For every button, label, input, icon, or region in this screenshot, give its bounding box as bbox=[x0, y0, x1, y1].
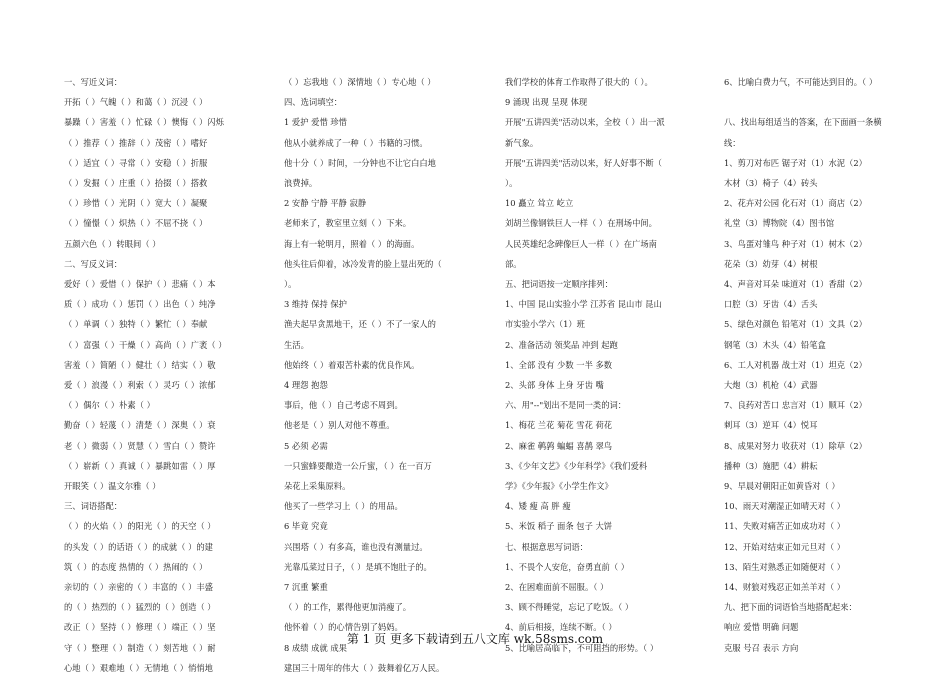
text-line: 光靠瓜菜过日子，（ ）是填不饱肚子的。 bbox=[284, 561, 432, 572]
text-line: 害羞（ ）简陋（ ）健壮（ ）结实（ ）敬 bbox=[64, 359, 216, 370]
text-line: 10 矗立 耸立 屹立 bbox=[505, 198, 574, 209]
text-line: 七、根据意思写词语： bbox=[505, 541, 588, 552]
text-line: （ ）推荐（ ）推辞（ ）茂密（ ）嗜好 bbox=[64, 137, 208, 148]
text-line: 九、把下面的词语恰当地搭配起来： bbox=[724, 602, 857, 613]
text-line: 口腔（3）牙齿（4）舌头 bbox=[724, 299, 818, 310]
text-line: 建国三十周年的伟大（ ）鼓舞着亿万人民。 bbox=[284, 662, 445, 673]
text-line: 2、花卉对公园 化石对（1）商店（2） bbox=[724, 198, 867, 209]
text-line: 1、梅花 兰花 菊花 雪花 荷花 bbox=[505, 420, 613, 431]
text-line: 2、头部 身体 上身 牙齿 嘴 bbox=[505, 380, 604, 391]
text-line: 9 涌现 出现 呈现 体现 bbox=[505, 97, 588, 108]
text-line: 的（ ）热烈的（ ）猛烈的（ ）创造（ ） bbox=[64, 602, 216, 613]
text-line: 五颜六色（ ）转眼间（ ） bbox=[64, 238, 161, 249]
text-line: 六、用"--"划出不是同一类的词： bbox=[505, 400, 627, 411]
text-line: （ ）忘我地（ ）深情地（ ）专心地（ ） bbox=[284, 77, 436, 87]
text-line: 开展"五讲四美"活动以来，好人好事不断（ bbox=[505, 157, 662, 168]
text-line: 部。 bbox=[505, 258, 522, 269]
text-line: 7、良药对苦口 忠言对（1）顺耳（2） bbox=[724, 400, 867, 411]
text-line: 播种（3）施肥（4）耕耘 bbox=[724, 460, 818, 471]
text-line: 生活。 bbox=[284, 339, 309, 350]
text-line: 暴躁（ ）害羞（ ）忙碌（ ）懊悔（ ）闪烁 bbox=[64, 117, 224, 128]
text-line: （ ）偶尔（ ）朴素（ ） bbox=[64, 400, 155, 411]
text-line: 3、《少年文艺》《少年科学》《我们爱科 bbox=[505, 460, 648, 471]
text-line: 5、米饭 稻子 面条 包子 大饼 bbox=[505, 521, 613, 532]
text-line: 3、鸟蛋对雏鸟 种子对（1）树木（2） bbox=[724, 238, 867, 249]
text-line: 他老是（ ）别人对他不尊重。 bbox=[284, 420, 395, 431]
text-line: 3、顾不得睡觉，忘记了吃饭。（ ） bbox=[505, 602, 634, 613]
text-line: 朵花上采集原料。 bbox=[284, 481, 351, 492]
text-line: 五、把词语按一定顺序排列： bbox=[505, 279, 613, 290]
text-line: 大炮（3）机枪（4）武器 bbox=[724, 380, 818, 391]
text-line: 1、剪刀对布匹 锯子对（1）水泥（2） bbox=[724, 157, 867, 168]
text-line: 8 成绩 成就 成果 bbox=[284, 642, 347, 653]
column-4 bbox=[724, 72, 894, 658]
text-line: 开拓（ ）气魄（ ）和蔼（ ）沉浸（ ） bbox=[64, 97, 208, 108]
text-line: 浪费掉。 bbox=[284, 178, 318, 189]
text-line: 5 必须 必需 bbox=[284, 440, 328, 451]
text-line: 八、找出每组适当的答案，在下面画一条横 bbox=[724, 117, 882, 128]
text-line: 改正（ ）坚持（ ）修理（ ）端正（ ）坚 bbox=[64, 622, 216, 633]
text-line: 11、失败对痛苦正如成功对（ ） bbox=[724, 521, 846, 532]
text-line: 他头往后仰着，冰冷发青的脸上显出死的（ bbox=[284, 258, 442, 269]
text-line: 2、麻雀 鹌鹑 蝙蝠 喜鹊 翠鸟 bbox=[505, 440, 613, 451]
text-line: 爱（ ）浪漫（ ）利索（ ）灵巧（ ）浓郁 bbox=[64, 380, 216, 391]
text-line: 9、早晨对朝阳正如黄昏对（ ） bbox=[724, 481, 840, 492]
text-line: 心地（ ）艰难地（ ）无情地（ ）悄悄地 bbox=[64, 662, 213, 673]
text-line: 4、声音对耳朵 味道对（1）香甜（2） bbox=[724, 279, 867, 290]
text-line: 1、中国 昆山实验小学 江苏省 昆山市 昆山 bbox=[505, 299, 662, 310]
text-line: 12、开始对结束正如元旦对（ ） bbox=[724, 541, 846, 552]
text-line: 钢笔（3）木头（4）铅笔盒 bbox=[724, 339, 826, 350]
text-line: 老师来了，教室里立刻（ ）下来。 bbox=[284, 218, 412, 229]
text-line: 一、写近义词： bbox=[64, 77, 123, 87]
text-line: 我们学校的体育工作取得了很大的（ ）。 bbox=[505, 77, 653, 87]
text-line: 学》《少年报》《小学生作文》 bbox=[505, 481, 613, 492]
text-line: 线： bbox=[724, 137, 741, 148]
page-footer: 第 1 页 更多下载请到五八文库 wk.58sms.com bbox=[346, 632, 604, 646]
text-line: ）。 bbox=[505, 178, 518, 189]
text-line: 7 沉重 繁重 bbox=[284, 582, 328, 593]
text-line: 他买了一些学习上（ ）的用品。 bbox=[284, 501, 403, 512]
text-line: 四、选词填空： bbox=[284, 97, 343, 108]
text-line: ）。 bbox=[284, 279, 297, 290]
text-line: 事后，他（ ）自己考虑不周到。 bbox=[284, 400, 403, 411]
text-line: 木材（3）椅子（4）砖头 bbox=[724, 178, 818, 189]
text-line: （ ）崭新（ ）真诚（ ）暴跳如雷（ ）厚 bbox=[64, 460, 216, 471]
text-line: 13、陌生对熟悉正如随便对（ ） bbox=[724, 561, 846, 572]
text-line: 10、雨天对潮湿正如晴天对（ ） bbox=[724, 501, 846, 512]
text-line: 市实验小学六（1）班 bbox=[505, 319, 585, 330]
text-line: 爱好（ ）爱惜（ ）保护（ ）悲痛（ ）本 bbox=[64, 279, 216, 290]
text-line: 他从小就养成了一种（ ）书籍的习惯。 bbox=[284, 137, 428, 148]
text-line: 刺耳（3）逆耳（4）悦耳 bbox=[724, 420, 818, 431]
text-line: 一只蜜蜂要酿造一公斤蜜，（ ）在一百万 bbox=[284, 460, 432, 471]
text-line: 1 爱护 爱惜 珍惜 bbox=[284, 117, 347, 128]
text-line: 亲切的（ ）亲密的（ ）丰富的（ ）丰盛 bbox=[64, 582, 213, 593]
text-line bbox=[724, 92, 894, 112]
text-line: 筑（ ）的态度 热情的（ ）热闹的（ ） bbox=[64, 561, 208, 572]
text-line: （ ）单调（ ）独特（ ）繁忙（ ）奉献 bbox=[64, 319, 208, 330]
text-line: 他十分（ ）时间，一分钟也不让它白白地 bbox=[284, 157, 436, 168]
text-line: 花朵（3）幼芽（4）树根 bbox=[724, 258, 818, 269]
text-line: 14、财狼对残忍正如羔羊对（ ） bbox=[724, 582, 846, 593]
text-line: 4、前后相接，连续不断。（ ） bbox=[505, 622, 617, 633]
column-1 bbox=[64, 72, 232, 678]
text-line: （ ）的火焰（ ）的阳光（ ）的天空（ ） bbox=[64, 521, 216, 532]
text-line: 兴围塔（ ）有多高，谁也没有测量过。 bbox=[284, 541, 428, 552]
text-line: 5、比喻居高临下，不可阻挡的形势。（ ） bbox=[505, 642, 659, 653]
text-line: 6 毕竟 究竟 bbox=[284, 521, 328, 532]
text-line: 守（ ）整理（ ）制造（ ）刻苦地（ ）耐 bbox=[64, 642, 216, 653]
text-line: 他怀着（ ）的心情告别了妈妈。 bbox=[284, 622, 403, 633]
text-line: 8、成果对努力 收获对（1）除草（2） bbox=[724, 440, 867, 451]
text-line: 4、矮 瘦 高 胖 瘦 bbox=[505, 501, 571, 512]
text-line: 二、写反义词： bbox=[64, 258, 123, 269]
text-line: 质（ ）成功（ ）惩罚（ ）出色（ ）纯净 bbox=[64, 299, 216, 310]
text-line: 礼堂（3）博物院（4）图书馆 bbox=[724, 218, 835, 229]
text-line: 他始终（ ）着艰苦朴素的优良作风。 bbox=[284, 359, 420, 370]
text-line: 2、在困难面前不屈服。（ ） bbox=[505, 582, 609, 593]
text-line: 三、词语搭配： bbox=[64, 501, 123, 512]
text-line: （ ）憧憬（ ）炽热（ ）不屈不挠（ ） bbox=[64, 218, 208, 229]
text-line: （ ）富强（ ）干燥（ ）高尚（ ）广袤（ ） bbox=[64, 339, 227, 350]
text-line: 克服 号召 表示 方向 bbox=[724, 642, 799, 653]
text-line: 6、比喻白费力气，不可能达到目的。（ ） bbox=[724, 77, 878, 87]
text-line: 海上有一轮明月，照着（ ）的海面。 bbox=[284, 238, 420, 249]
text-line: 4 理怨 抱怨 bbox=[284, 380, 328, 391]
text-line: 渔夫起早贪黑地干，还（ ）不了一家人的 bbox=[284, 319, 436, 330]
text-line: 5、绿色对颜色 铅笔对（1）文具（2） bbox=[724, 319, 867, 330]
text-line: 6、工人对机器 战士对（1）坦克（2） bbox=[724, 359, 867, 370]
text-line: （ ）的工作，累得他更加消瘦了。 bbox=[284, 602, 412, 613]
text-line: （ ）珍惜（ ）光阴（ ）宽大（ ）凝聚 bbox=[64, 198, 208, 209]
text-line: 2、准备活动 领奖品 冲到 起跑 bbox=[505, 339, 618, 350]
text-line: 开展"五讲四美"活动以来，全校（ ）出一派 bbox=[505, 117, 665, 128]
text-line: 开眼笑（ ）温文尔雅（ ） bbox=[64, 481, 161, 492]
text-line: 勤奋（ ）轻蔑（ ）清楚（ ）深奥（ ）衰 bbox=[64, 420, 216, 431]
column-2 bbox=[284, 72, 452, 678]
column-3 bbox=[505, 72, 673, 658]
text-line: （ ）适宜（ ）寻常（ ）安稳（ ）折服 bbox=[64, 157, 208, 168]
text-line: 1、不畏个人安危，奋勇直前（ ） bbox=[505, 561, 630, 572]
text-line: 老（ ）微弱（ ）贤慧（ ）雪白（ ）赞许 bbox=[64, 440, 216, 451]
text-line: 2 安静 宁静 平静 寂静 bbox=[284, 198, 367, 209]
text-line: 人民英雄纪念碑像巨人一样（ ）在广场南 bbox=[505, 238, 657, 249]
text-line: 刘胡兰像钢铁巨人一样（ ）在刑场中间。 bbox=[505, 218, 657, 229]
text-line: 3 维持 保持 保护 bbox=[284, 299, 347, 310]
text-line: 的头发（ ）的话语（ ）的成就（ ）的建 bbox=[64, 541, 213, 552]
text-line: （ ）发掘（ ）庄重（ ）拾掇（ ）搭救 bbox=[64, 178, 208, 189]
text-line: 新气象。 bbox=[505, 137, 539, 148]
text-line: 响应 爱惜 明确 问题 bbox=[724, 622, 799, 633]
text-line: 1、全部 没有 少数 一半 多数 bbox=[505, 359, 613, 370]
